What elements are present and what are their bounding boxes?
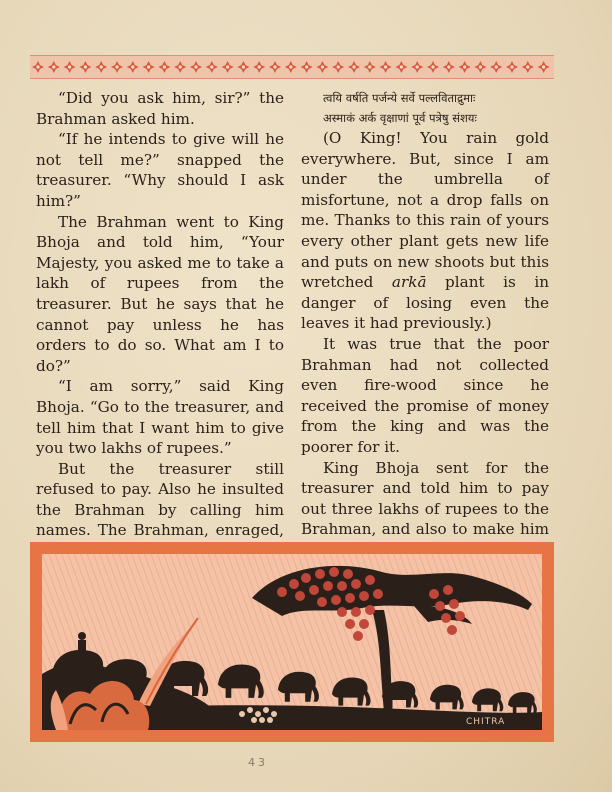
ornament-dot	[305, 65, 308, 68]
ornament-dot	[447, 65, 450, 68]
ornament-dot	[258, 65, 261, 68]
ornament-dot	[542, 65, 545, 68]
ornament-dot	[131, 65, 134, 68]
ornament-dot	[84, 65, 87, 68]
page-number: 43	[248, 756, 268, 769]
paragraph: “If he intends to give will he not tell me?” snapped the treasurer. “Why should I ask him?”	[36, 130, 284, 210]
ornament-dot	[100, 65, 103, 68]
ornament-dot	[321, 65, 324, 68]
right-column	[301, 88, 549, 602]
rider-icon	[78, 632, 86, 652]
ornament-dot	[194, 65, 197, 68]
ornament-dot	[163, 65, 166, 68]
sanskrit-verse-line: अस्माकं अर्क वृक्षाणां पूर्व पत्रेषु संशयः	[323, 111, 477, 125]
ornament-dot	[510, 65, 513, 68]
ornament-dot	[68, 65, 71, 68]
ornament-dot	[337, 65, 340, 68]
paragraph	[301, 128, 549, 334]
paragraph: King Bhoja sent for the treasurer and told him to pay out three lakhs of rupees to the Brahman, and also to make him	[301, 458, 549, 539]
paragraph: The Brahman went to King Bhoja and told him, “Your Majesty, you asked me to take a lakh of rupees from the treasurer. But he says that he cannot pay unless he has orders to do so. What am I to do?”	[36, 212, 284, 375]
ornament-dot	[147, 65, 150, 68]
artist-signature: CHITRA	[466, 717, 506, 727]
ornament-dot	[431, 65, 434, 68]
paragraph-text: plant is in danger of losing even the leaves it had previously.)	[301, 273, 549, 333]
ornament-row-icon	[30, 56, 554, 78]
ornament-dot	[368, 65, 371, 68]
ornament-dot	[463, 65, 466, 68]
ornament-dot	[210, 65, 213, 68]
ornament-dot	[526, 65, 529, 68]
ornament-dot	[115, 65, 118, 68]
paragraph: But the treasurer still refused to pay. Also he insulted the Brahman by calling him names. The Brahman, enraged,	[36, 459, 284, 540]
illustration	[30, 542, 554, 742]
ornament-dot	[242, 65, 245, 68]
ornament-dot	[384, 65, 387, 68]
ornament-dot	[226, 65, 229, 68]
ornament-dot	[52, 65, 55, 68]
ornament-dot	[273, 65, 276, 68]
ornament-dot	[36, 65, 39, 68]
ornament-dot	[352, 65, 355, 68]
ornament-dot	[179, 65, 182, 68]
ornament-dot	[416, 65, 419, 68]
paragraph-text: (O King! You rain gold everywhere. But, since I am under the umbrella of misfortune, not a drop falls on me. Thanks to this rain of yours every other plant gets new life and puts on new shoots but this wretched	[301, 129, 549, 292]
ornament-dot	[400, 65, 403, 68]
paragraph: It was true that the poor Brahman had not collected even fire-wood since he received the promise of money from the king and was the poorer for it.	[301, 334, 549, 456]
ornament-dot	[495, 65, 498, 68]
italic-word: arkā	[391, 273, 427, 292]
elephant-procession-illustration	[42, 554, 542, 730]
paragraph: “Did you ask him, sir?” the Brahman asked him.	[36, 89, 284, 128]
decorative-border	[30, 55, 554, 79]
left-column	[36, 88, 284, 602]
sanskrit-verse-line: त्वयि वर्षति पर्जन्ये सर्वे पल्लविताद्रुमाः	[323, 91, 476, 105]
ornament-dot	[289, 65, 292, 68]
paragraph: “I am sorry,” said King Bhoja. “Go to the treasurer, and tell him that I want him to give you two lakhs of rupees.”	[36, 377, 284, 458]
ornament-dot	[479, 65, 482, 68]
